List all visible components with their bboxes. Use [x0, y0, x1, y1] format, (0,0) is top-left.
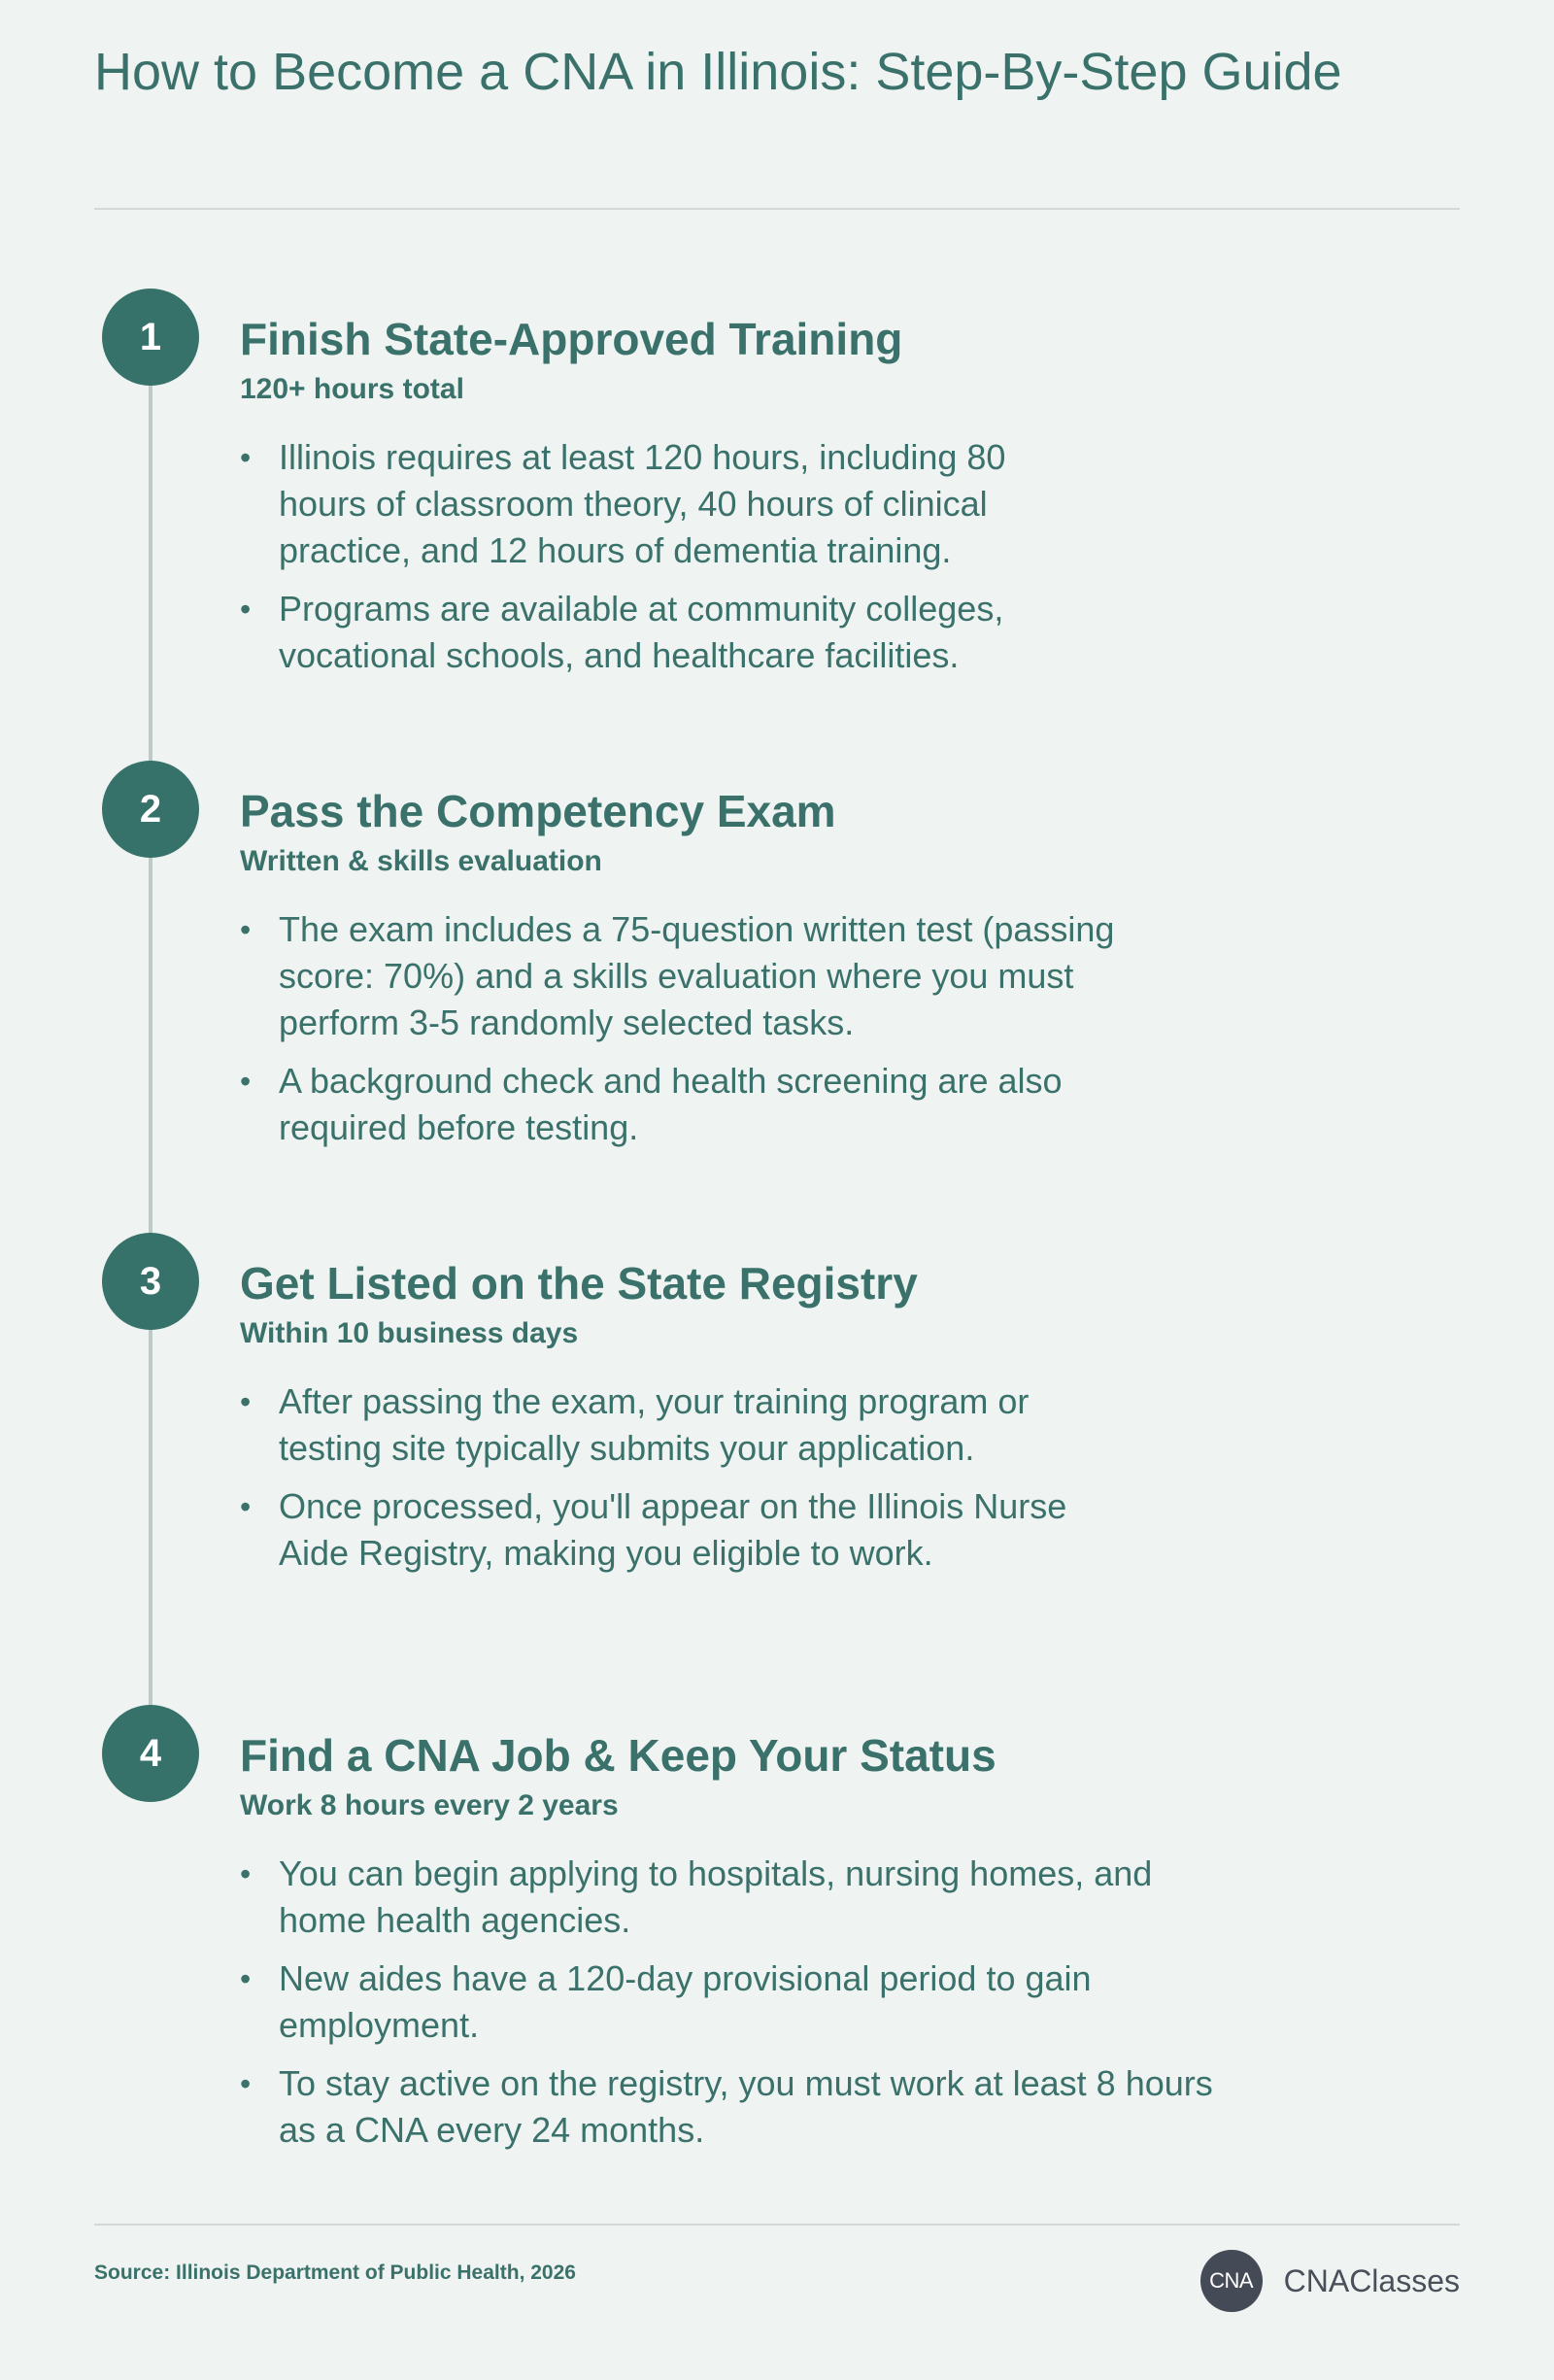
bullet-item — [240, 1483, 1114, 1577]
bullet-dot-icon: • — [240, 1856, 252, 1891]
brand-name: CNAClasses — [1283, 2263, 1460, 2298]
step-bullet-list — [240, 1378, 1114, 1588]
source-note: Source: Illinois Department of Public Health, 2026 — [94, 2261, 576, 2284]
page-title: How to Become a CNA in Illinois: Step-By-Step Guide — [94, 43, 1342, 101]
bullet-text: New aides have a 120-day provisional period to gain employment. — [279, 1958, 1092, 2045]
step-title: Find a CNA Job & Keep Your Status — [240, 1730, 997, 1781]
bullet-text: The exam includes a 75-question written test (passing score: 70%) and a skills evaluation where you must perform 3-5 randomly selected tasks. — [279, 909, 1115, 1042]
step-bullet-list — [240, 434, 1095, 691]
bullet-dot-icon: • — [240, 1961, 252, 1996]
bullet-text: After passing the exam, your training program or testing site typically submits your application. — [279, 1381, 1030, 1468]
bullet-item — [240, 2060, 1231, 2154]
bullet-text: Once processed, you'll appear on the Illinois Nurse Aide Registry, making you eligible to work. — [279, 1486, 1067, 1573]
bullet-item — [240, 1058, 1192, 1151]
step-number-badge: 2 — [102, 761, 199, 858]
step-number-badge: 1 — [102, 289, 199, 386]
step-subtitle: Work 8 hours every 2 years — [240, 1789, 619, 1821]
bullet-item — [240, 1378, 1114, 1472]
bullet-item — [240, 586, 1095, 679]
timeline-line — [149, 335, 152, 1792]
bullet-text: You can begin applying to hospitals, nursing homes, and home health agencies. — [279, 1853, 1153, 1940]
bullet-item — [240, 434, 1095, 574]
bullet-text: A background check and health screening are also required before testing. — [279, 1061, 1063, 1147]
bullet-item — [240, 1955, 1231, 2049]
step-subtitle: 120+ hours total — [240, 373, 464, 405]
bullet-text: Illinois requires at least 120 hours, including 80 hours of classroom theory, 40 hours of clinical practice, and 12 hours of dementia training. — [279, 437, 1006, 570]
bullet-dot-icon: • — [240, 1064, 252, 1099]
step-bullet-list — [240, 906, 1192, 1163]
bullet-dot-icon: • — [240, 592, 252, 627]
footer-divider — [94, 2224, 1460, 2226]
step-title: Pass the Competency Exam — [240, 786, 836, 836]
bullet-dot-icon: • — [240, 440, 252, 475]
bullet-dot-icon: • — [240, 912, 252, 947]
bullet-dot-icon: • — [240, 1489, 252, 1524]
brand-lockup — [1200, 2250, 1460, 2312]
bullet-dot-icon: • — [240, 1384, 252, 1419]
bullet-dot-icon: • — [240, 2066, 252, 2101]
step-subtitle: Written & skills evaluation — [240, 845, 602, 877]
bullet-item — [240, 1851, 1231, 1944]
step-title: Finish State-Approved Training — [240, 314, 903, 364]
bullet-text: To stay active on the registry, you must work at least 8 hours as a CNA every 24 months. — [279, 2063, 1213, 2150]
step-subtitle: Within 10 business days — [240, 1317, 579, 1349]
brand-logo-icon: CNA — [1200, 2250, 1263, 2312]
bullet-item — [240, 906, 1192, 1046]
step-title: Get Listed on the State Registry — [240, 1258, 918, 1309]
bullet-text: Programs are available at community colleges, vocational schools, and healthcare facilities. — [279, 589, 1004, 675]
step-bullet-list — [240, 1851, 1231, 2165]
step-number-badge: 4 — [102, 1705, 199, 1802]
step-number-badge: 3 — [102, 1233, 199, 1330]
header-divider — [94, 208, 1460, 210]
